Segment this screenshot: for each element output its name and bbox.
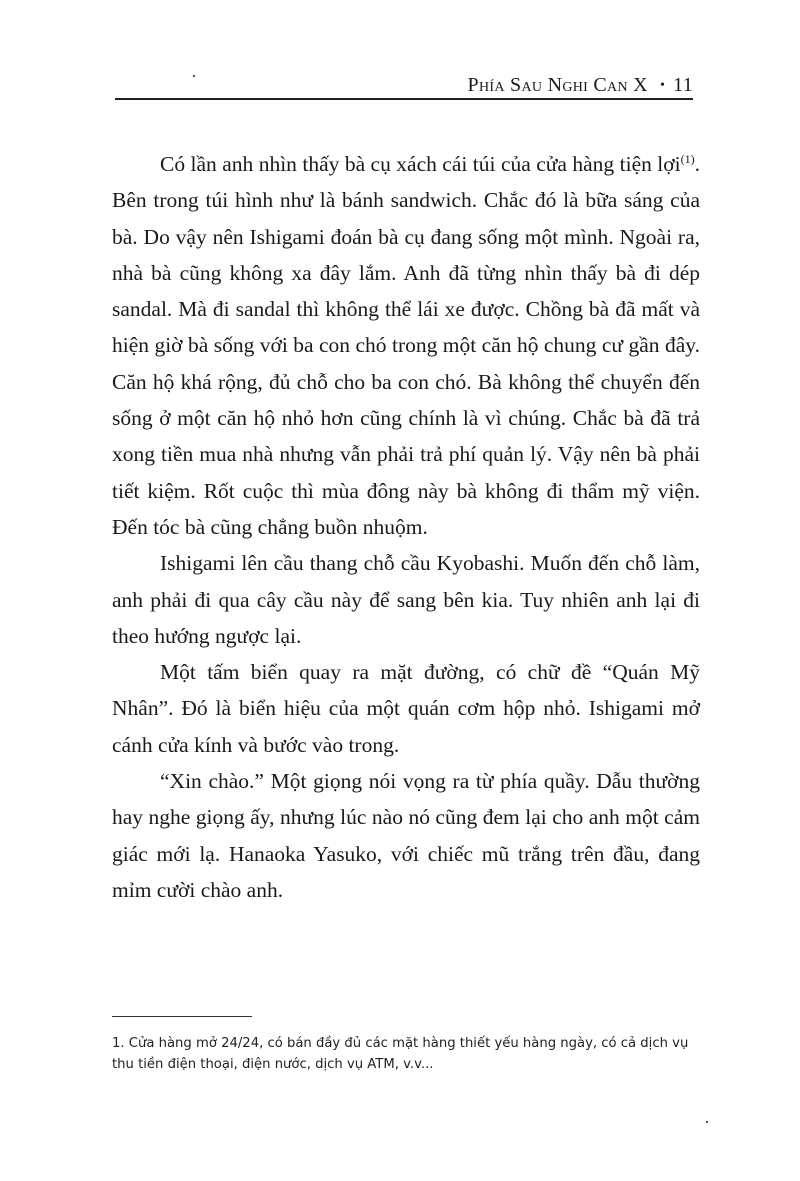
scan-speck: [706, 1121, 708, 1123]
footnote-divider: [112, 1016, 252, 1017]
running-header: [115, 72, 693, 100]
footnote-reference: (1): [680, 152, 695, 166]
paragraph-3: Một tấm biển quay ra mặt đường, có chữ đề “Quán Mỹ Nhân”. Đó là biển hiệu của một quán cơm hộp nhỏ. Ishigami mở cánh cửa kính và bước vào trong.: [112, 660, 700, 757]
page-number: 11: [673, 74, 693, 96]
separator-bullet: •: [659, 78, 666, 93]
paragraph-4: “Xin chào.” Một giọng nói vọng ra từ phía quầy. Dẫu thường hay nghe giọng ấy, nhưng lúc nào nó cũng đem lại cho anh một cảm giác mới lạ. Hanaoka Yasuko, với chiếc mũ trắng trên đầu, đang mỉm cười chào anh.: [112, 769, 700, 902]
body-text: [112, 146, 700, 908]
footnote-1: 1. Cửa hàng mở 24/24, có bán đầy đủ các mặt hàng thiết yếu hàng ngày, có cả dịch vụ thu tiền điện thoại, điện nước, dịch vụ ATM, v.v...: [112, 1036, 689, 1072]
paragraph-1: Có lần anh nhìn thấy bà cụ xách cái túi của cửa hàng tiện lợi$^{(1)}$. Bên trong túi hình như là bánh sandwich. Chắc đó là bữa sáng của bà. Do vậy nên Ishigami đoán bà cụ đang sống một mình. Ngoài ra, nhà bà cũng không xa đây lắm. Anh đã từng nhìn thấy bà đi dép sandal. Mà đi sandal thì không thể lái xe được. Chồng bà đã mất và hiện giờ bà sống với ba con chó trong một căn hộ chung cư gần đây. Căn hộ khá rộng, đủ chỗ cho ba con chó. Bà không thể chuyển đến sống ở một căn hộ nhỏ hơn cũng chính là vì chúng. Chắc bà đã trả xong tiền mua nhà nhưng vẫn phải trả phí quản lý. Vậy nên bà phải tiết kiệm. Rốt cuộc thì mùa đông này bà không đi thẩm mỹ viện. Đến tóc bà cũng chẳng buồn nhuộm.: [112, 152, 700, 539]
book-title: Phía Sau Nghi Can X: [467, 74, 648, 96]
scan-speck: [193, 75, 195, 77]
paragraph-2: Ishigami lên cầu thang chỗ cầu Kyobashi. Muốn đến chỗ làm, anh phải đi qua cây cầu này để sang bên kia. Tuy nhiên anh lại đi theo hướng ngược lại.: [112, 551, 700, 648]
